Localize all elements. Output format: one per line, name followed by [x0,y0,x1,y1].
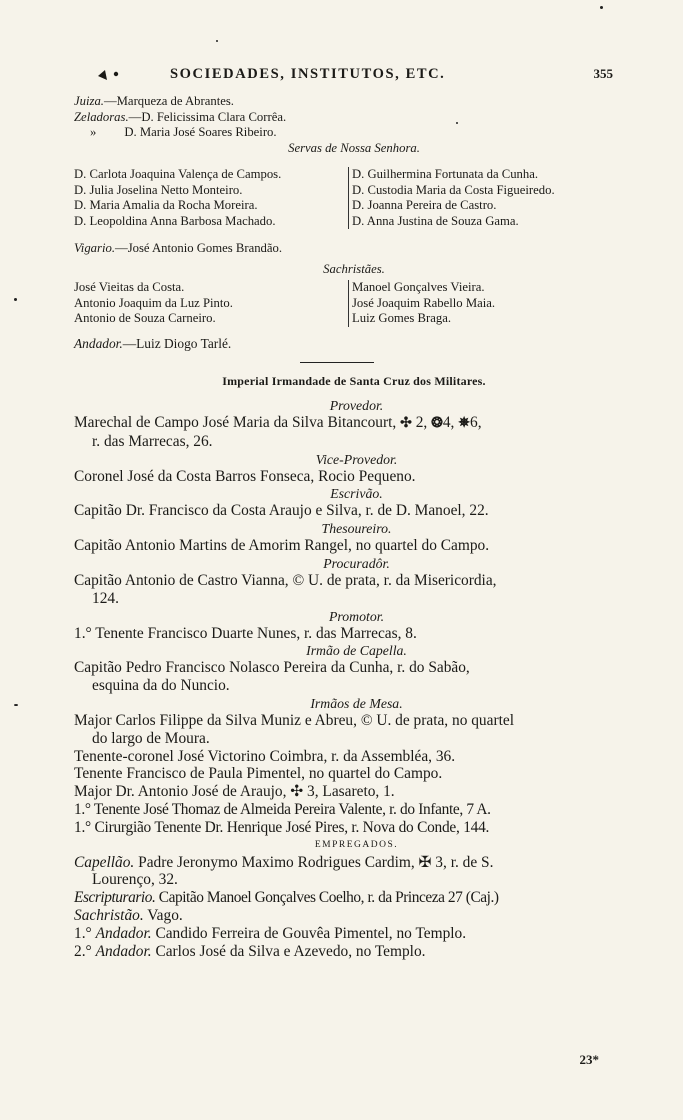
role-heading: Procuradôr. [323,555,390,571]
servas-list [74,167,634,229]
signature-mark: 23* [579,1052,599,1067]
officer-line: Capitão Dr. Francisco da Costa Araujo e Silva, r. de D. Manoel, 22. [74,502,489,520]
sachristaes-heading: Sachristães. [323,261,385,276]
officer-line: Tenente Francisco de Paula Pimentel, no quartel do Campo. [74,765,443,783]
officer-line: Marechal de Campo José Maria da Silva Bitancourt, ✣ 2, ❂4, ✵6, [74,414,482,431]
irmandade-officers [74,397,639,960]
officer-line: Capitão Pedro Francisco Nolasco Pereira da Cunha, r. do Sabão, [74,659,470,677]
officer-line: Coronel José da Costa Barros Fonseca, Rocio Pequeno. [74,467,416,485]
officers-top [74,94,634,156]
officer-line: Juiza.—Marqueza de Abrantes. [74,94,234,108]
officer-line: 1.° Tenente José Thomaz de Almeida Pereira Valente, r. do Infante, 7 A. [74,800,491,818]
list-item: D. Julia Joselina Netto Monteiro. D. Custodia Maria da Costa Figueiredo. [74,182,555,197]
officer-line: Capitão Antonio de Castro Vianna, © U. de prata, r. da Misericordia, [74,571,497,589]
employee-line: 2.° Andador. Carlos José da Silva e Azevedo, no Templo. [74,942,426,960]
andador-line: Andador.—Luiz Diogo Tarlé. [74,336,232,351]
employee-line: 1.° Andador. Candido Ferreira de Gouvêa Pimentel, no Templo. [74,924,467,942]
officer-line: Major Carlos Filippe da Silva Muniz e Abreu, © U. de prata, no quartel [74,711,514,729]
list-item: Antonio de Souza Carneiro. Luiz Gomes Braga. [74,311,452,326]
servas-heading: Servas de Nossa Senhora. [288,140,420,155]
running-header [90,66,613,83]
officer-line: 124. [92,589,119,607]
employee-line: Lourenço, 32. [92,871,178,889]
officer-line: do largo de Moura. [92,729,210,747]
list-item: José Vieitas da Costa. Manoel Gonçalves Vieira. [74,280,485,294]
officer-line: r. das Marrecas, 26. [92,432,213,450]
employee-line: Escripturario. Capitão Manoel Gonçalves Coelho, r. da Princeza 27 (Caj.) [74,889,499,907]
role-heading: Provedor. [329,398,384,413]
empregados-heading: EMPREGADOS. [314,839,399,850]
role-heading: Irmão de Capella. [306,643,407,659]
list-item: Antonio Joaquim da Luz Pinto. José Joaquim Rabello Maia. [74,295,496,310]
running-title: SOCIEDADES, INSTITUTOS, ETC. [170,66,446,82]
officer-line: esquina da do Nuncio. [92,677,230,695]
order-star-icon: ✵ [458,416,470,431]
ink-speck [216,40,218,42]
officer-line: Capitão Antonio Martins de Amorim Rangel, no quartel do Campo. [74,537,490,555]
list-item: D. Maria Amalia da Rocha Moreira. D. Joanna Pereira de Castro. [74,198,497,213]
list-item: D. Carlota Joaquina Valença de Campos. D. Guilhermina Fortunata da Cunha. [74,167,539,181]
officer-line: Major Dr. Antonio José de Araujo, ✣ 3, Lasareto, 1. [74,783,395,801]
list-item: D. Leopoldina Anna Barbosa Machado. D. Anna Justina de Souza Gama. [74,213,519,228]
order-medal-icon: ❂ [431,416,443,431]
officer-line: Tenente-coronel José Victorino Coimbra, r. da Assembléa, 36. [74,747,456,765]
officer-line: Zeladoras.—D. Felicissima Clara Corrêa. [74,109,287,124]
page-number: 355 [593,66,613,81]
officer-line: 1.° Cirurgião Tenente Dr. Henrique José Pires, r. Nova do Conde, 144. [74,818,490,836]
officer-line: » D. Maria José Soares Ribeiro. [90,125,277,140]
vigario-block [74,241,634,277]
section-heading: Imperial Irmandade de Santa Cruz dos Militares. [222,374,486,388]
section-divider [300,362,374,363]
officer-line: 1.° Tenente Francisco Duarte Nunes, r. das Marrecas, 8. [74,624,417,642]
role-heading: Vice-Provedor. [315,451,398,467]
ink-speck [14,704,18,706]
role-heading: Thesoureiro. [321,521,392,537]
role-heading: Irmãos de Mesa. [310,695,403,711]
andador-block [74,336,634,352]
vigario-line: Vigario.—José Antonio Gomes Brandão. [74,241,283,255]
role-heading: Promotor. [328,608,385,624]
sachristaes-list [74,280,634,327]
employee-line: Capellão. Padre Jeronymo Maximo Rodrigues Cardim, ✠ 3, r. de S. [74,853,494,871]
ink-speck [600,6,603,9]
order-cross-icon: ✣ [400,416,412,431]
role-heading: Escrivão. [330,486,383,502]
ink-speck [14,298,17,301]
employee-line: Sachristão. Vago. [74,906,183,924]
